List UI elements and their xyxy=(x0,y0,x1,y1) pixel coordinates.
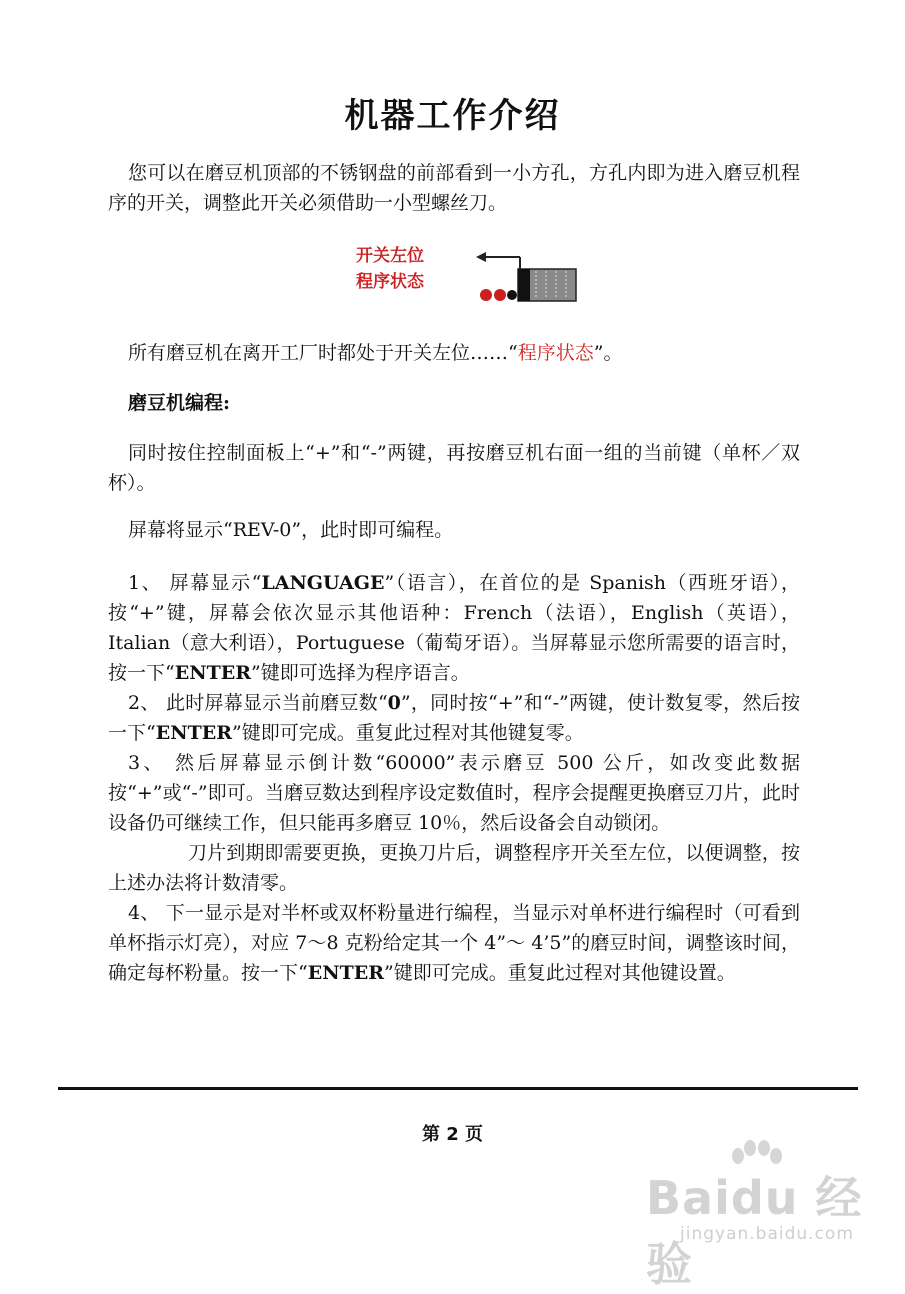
switch-label-state: 程序状态 xyxy=(356,272,424,292)
enter-keyword: ENTER xyxy=(174,662,251,684)
switch-diagram xyxy=(356,243,586,309)
section-heading: 磨豆机编程: xyxy=(128,392,231,414)
watermark-brand: Baidu 经验 xyxy=(646,1171,863,1291)
page-title: 机器工作介绍 xyxy=(344,96,561,136)
step-2-text-a: 2、 此时屏幕显示当前磨豆数“ xyxy=(128,692,388,714)
step-4-text-c: ”键即可完成。重复此过程对其他键设置。 xyxy=(383,962,736,984)
step-2-text-d: ”键即可完成。重复此过程对其他键复零。 xyxy=(231,722,584,744)
step-2-text-c: ”，同时按“+”和“-”两键，使计数复零，然后按一下“ xyxy=(108,692,800,744)
step-1-text-c: ”（语言），在首位的是 Spanish（西班牙语），按“+”键，屏幕会依次显示其他语种：French（法语），English（英语），Italian（意大利语），Portuguese（葡萄牙语）。当屏幕显示您所需要的语言时，按一下“ xyxy=(108,572,801,684)
rev-display-paragraph: 屏幕将显示“REV-0”，此时即可编程。 xyxy=(128,519,454,541)
step-2 xyxy=(108,688,800,748)
key-combo-paragraph: 同时按住控制面板上“+”和“-”两键，再按磨豆机右面一组的当前键（单杯／双杯）。 xyxy=(108,442,800,494)
step-4-text-a: 4、 下一显示是对半杯或双杯粉量进行编程，当显示对单杯进行编程时（可看到单杯指示灯亮），对应 7～8 克粉给定其一个 4”～ 4’5”的磨豆时间，调整该时间，确定每杯粉量。按一下“ xyxy=(108,902,800,984)
baidu-watermark xyxy=(640,1140,870,1291)
factory-state-paragraph xyxy=(108,338,800,368)
program-state-highlight: 程序状态 xyxy=(517,342,594,364)
step-1-text-d: ”键即可选择为程序语言。 xyxy=(250,662,470,684)
step-1 xyxy=(108,568,800,688)
indicator-dots-icon xyxy=(480,289,517,301)
intro-paragraph: 您可以在磨豆机顶部的不锈钢盘的前部看到一小方孔，方孔内即为进入磨豆机程序的开关，调整此开关必须借助一小型螺丝刀。 xyxy=(108,162,800,214)
factory-text-after: ”。 xyxy=(593,342,623,364)
page-number: 第 2 页 xyxy=(421,1124,484,1145)
step-1-text-a: 1、 屏幕显示“ xyxy=(128,572,262,594)
switch-label-position: 开关左位 xyxy=(356,246,424,266)
footer-divider xyxy=(58,1087,858,1090)
enter-keyword: ENTER xyxy=(307,962,384,984)
left-arrow-icon xyxy=(476,252,520,269)
switch-slot-icon xyxy=(518,269,576,301)
step-3-note: 刀片到期即需要更换，更换刀片后，调整程序开关至左位，以便调整，按上述办法将计数清零。 xyxy=(108,842,800,894)
step-3: 3、 然后屏幕显示倒计数“60000”表示磨豆 500 公斤，如改变此数据按“+”或“-”即可。当磨豆数达到程序设定数值时，程序会提醒更换磨豆刀片，此时设备仍可继续工作，但只能再多磨豆 10％，然后设备会自动锁闭。 xyxy=(108,752,800,834)
zero-keyword: 0 xyxy=(387,692,401,714)
enter-keyword: ENTER xyxy=(155,722,232,744)
language-keyword: LANGUAGE xyxy=(261,572,385,594)
watermark-url: jingyan.baidu.com xyxy=(680,1224,854,1244)
programming-steps xyxy=(108,568,800,988)
switch-illustration xyxy=(466,243,586,309)
factory-text-before: 所有磨豆机在离开工厂时都处于开关左位……“ xyxy=(128,342,518,364)
step-4 xyxy=(108,898,800,988)
